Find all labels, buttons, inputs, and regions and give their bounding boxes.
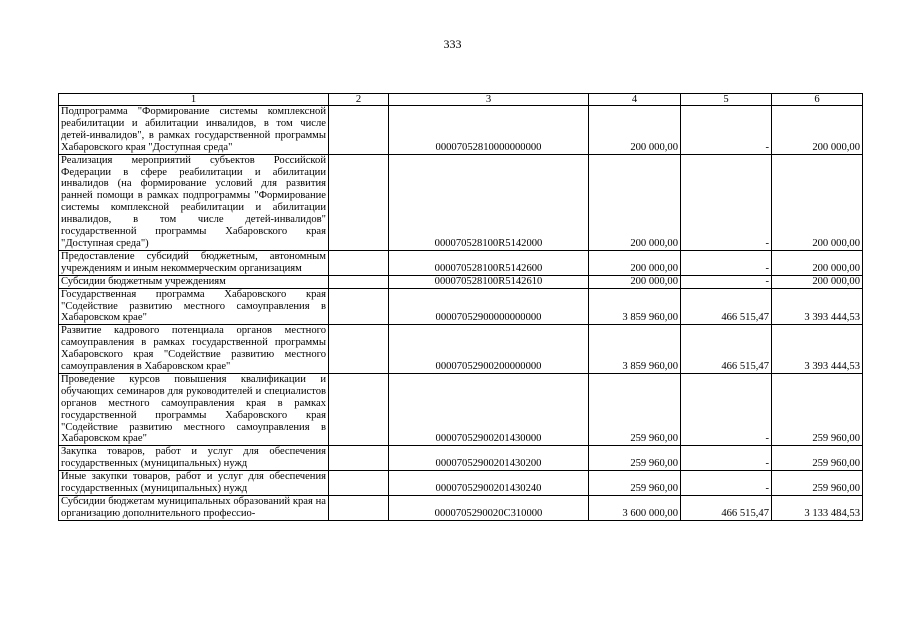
row-value4-cell: 3 859 960,00: [589, 288, 681, 325]
row-col2-cell: [329, 471, 389, 496]
row-value6-cell: 3 393 444,53: [772, 288, 863, 325]
row-value4-cell: 259 960,00: [589, 446, 681, 471]
row-name-cell: Проведение курсов повышения квалификации и обучающих семинаров для руководителей и специалистов органов местного самоуправления края в рамках государственной программы Хабаровского края "Содействие развитию местного самоуправления в Хабаровском крае": [59, 373, 329, 445]
column-header: 2: [329, 94, 389, 106]
row-name-cell: Иные закупки товаров, работ и услуг для обеспечения государственных (муниципальных) нужд: [59, 471, 329, 496]
row-code-cell: 000070528100R5142610: [389, 275, 589, 288]
row-value6-cell: 259 960,00: [772, 446, 863, 471]
row-value4-cell: 3 859 960,00: [589, 325, 681, 374]
row-code-cell: 00007052900201430000: [389, 373, 589, 445]
row-name-cell: Предоставление субсидий бюджетным, автономным учреждениям и иным некоммерческим организациям: [59, 250, 329, 275]
row-value6-cell: 259 960,00: [772, 373, 863, 445]
row-code-cell: 0000705290020C310000: [389, 496, 589, 521]
row-code-cell: 00007052900200000000: [389, 325, 589, 374]
row-value4-cell: 3 600 000,00: [589, 496, 681, 521]
table-row: [59, 373, 863, 445]
row-col2-cell: [329, 373, 389, 445]
row-col2-cell: [329, 154, 389, 250]
column-header: 3: [389, 94, 589, 106]
row-value4-cell: 259 960,00: [589, 373, 681, 445]
column-header: 5: [681, 94, 772, 106]
row-col2-cell: [329, 446, 389, 471]
row-value5-cell: 466 515,47: [681, 496, 772, 521]
row-name-cell: Субсидии бюджетам муниципальных образований края на организацию дополнительного профессио-: [59, 496, 329, 521]
column-header: 4: [589, 94, 681, 106]
row-value5-cell: -: [681, 154, 772, 250]
row-name-cell: Подпрограмма "Формирование системы комплексной реабилитации и абилитации инвалидов, в том числе детей-инвалидов", в рамках государственной программы Хабаровского края "Доступная среда": [59, 106, 329, 155]
row-code-cell: 00007052810000000000: [389, 106, 589, 155]
table-header-row: [59, 94, 863, 106]
row-value4-cell: 200 000,00: [589, 154, 681, 250]
row-value5-cell: 466 515,47: [681, 325, 772, 374]
row-col2-cell: [329, 106, 389, 155]
page-number: 333: [443, 37, 462, 51]
row-value6-cell: 200 000,00: [772, 154, 863, 250]
row-value4-cell: 200 000,00: [589, 106, 681, 155]
row-col2-cell: [329, 325, 389, 374]
row-code-cell: 000070528100R5142600: [389, 250, 589, 275]
row-code-cell: 00007052900000000000: [389, 288, 589, 325]
table-row: [59, 446, 863, 471]
row-col2-cell: [329, 250, 389, 275]
row-value4-cell: 259 960,00: [589, 471, 681, 496]
row-value6-cell: 200 000,00: [772, 275, 863, 288]
table-row: [59, 288, 863, 325]
row-value5-cell: -: [681, 446, 772, 471]
row-value5-cell: -: [681, 250, 772, 275]
row-value5-cell: 466 515,47: [681, 288, 772, 325]
table-row: [59, 471, 863, 496]
row-value6-cell: 3 393 444,53: [772, 325, 863, 374]
table-row: [59, 106, 863, 155]
table-row: [59, 496, 863, 521]
row-name-cell: Закупка товаров, работ и услуг для обеспечения государственных (муниципальных) нужд: [59, 446, 329, 471]
row-value5-cell: -: [681, 106, 772, 155]
column-header: 1: [59, 94, 329, 106]
table-row: [59, 154, 863, 250]
column-header: 6: [772, 94, 863, 106]
row-value6-cell: 200 000,00: [772, 106, 863, 155]
row-value5-cell: -: [681, 471, 772, 496]
row-name-cell: Реализация мероприятий субъектов Российской Федерации в сфере реабилитации и абилитации инвалидов (на формирование условий для развития ранней помощи в рамках подпрограммы "Формирование системы комплексной реабилитации и абилитации инвалидов, в том числе детей-инвалидов" государственной программы Хабаровского края "Доступная среда"): [59, 154, 329, 250]
row-code-cell: 00007052900201430200: [389, 446, 589, 471]
row-value5-cell: -: [681, 275, 772, 288]
row-value5-cell: -: [681, 373, 772, 445]
row-name-cell: Государственная программа Хабаровского края "Содействие развитию местного самоуправления в Хабаровском крае": [59, 288, 329, 325]
row-col2-cell: [329, 496, 389, 521]
row-value6-cell: 3 133 484,53: [772, 496, 863, 521]
row-code-cell: 000070528100R5142000: [389, 154, 589, 250]
row-col2-cell: [329, 275, 389, 288]
row-value6-cell: 200 000,00: [772, 250, 863, 275]
row-value4-cell: 200 000,00: [589, 250, 681, 275]
row-code-cell: 00007052900201430240: [389, 471, 589, 496]
table-row: [59, 325, 863, 374]
budget-table: [58, 93, 863, 521]
row-value6-cell: 259 960,00: [772, 471, 863, 496]
row-name-cell: Субсидии бюджетным учреждениям: [59, 275, 329, 288]
row-value4-cell: 200 000,00: [589, 275, 681, 288]
row-name-cell: Развитие кадрового потенциала органов местного самоуправления в рамках государственной программы Хабаровского края "Содействие развитию местного самоуправления в Хабаровском крае": [59, 325, 329, 374]
table-row: [59, 275, 863, 288]
row-col2-cell: [329, 288, 389, 325]
table-row: [59, 250, 863, 275]
